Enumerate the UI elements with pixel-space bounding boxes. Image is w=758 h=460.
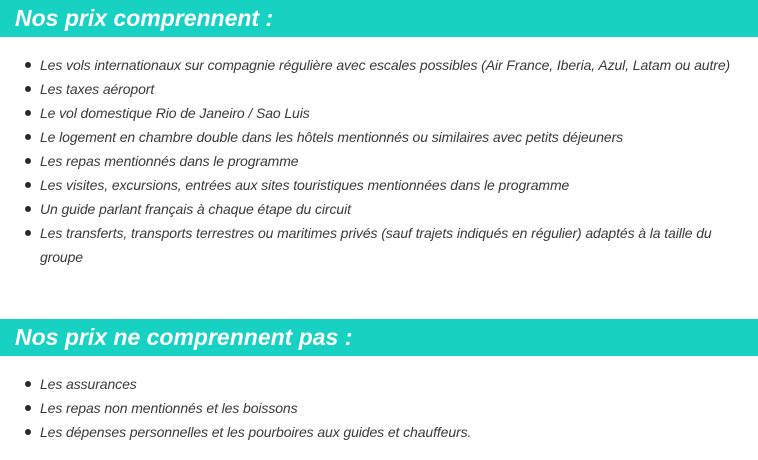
bullet-icon <box>25 182 31 188</box>
bullet-icon <box>25 230 31 236</box>
bullet-icon <box>25 381 31 387</box>
list-item <box>0 197 758 221</box>
bullet-icon <box>25 62 31 68</box>
list-item <box>0 149 758 173</box>
list-item-text: Les vols internationaux sur compagnie régulière avec escales possibles (Air France, Iberia, Azul, Latam ou autre) <box>40 57 731 73</box>
list-item-text: Les repas mentionnés dans le programme <box>40 153 299 169</box>
bullet-icon <box>25 405 31 411</box>
list-item <box>0 221 758 269</box>
list-item <box>0 173 758 197</box>
bullet-icon <box>25 86 31 92</box>
included-heading: Nos prix comprennent : <box>0 0 758 37</box>
included-list <box>0 53 758 269</box>
bullet-icon <box>25 134 31 140</box>
list-item-text: Un guide parlant français à chaque étape du circuit <box>40 201 351 217</box>
list-item-text: Le vol domestique Rio de Janeiro / Sao Luis <box>40 105 310 121</box>
bullet-icon <box>25 206 31 212</box>
list-item <box>0 125 758 149</box>
list-item <box>0 77 758 101</box>
excluded-heading: Nos prix ne comprennent pas : <box>0 319 758 356</box>
list-item-text: Les taxes aéroport <box>40 81 155 97</box>
list-item-text: Les repas non mentionnés et les boissons <box>40 400 298 416</box>
excluded-list <box>0 372 758 444</box>
list-item-text: Les visites, excursions, entrées aux sites touristiques mentionnées dans le programme <box>40 177 570 193</box>
bullet-icon <box>25 110 31 116</box>
list-item-text: Les transferts, transports terrestres ou maritimes privés (sauf trajets indiqués en régulier) adaptés à la taille du groupe <box>40 225 712 265</box>
list-item-text: Le logement en chambre double dans les hôtels mentionnés ou similaires avec petits déjeuners <box>40 129 624 145</box>
list-item-text: Les assurances <box>40 376 137 392</box>
bullet-icon <box>25 429 31 435</box>
list-item <box>0 396 758 420</box>
list-item <box>0 420 758 444</box>
excluded-section <box>0 319 758 440</box>
list-item <box>0 53 758 77</box>
list-item <box>0 101 758 125</box>
list-item-text: Les dépenses personnelles et les pourboires aux guides et chauffeurs. <box>40 424 472 440</box>
bullet-icon <box>25 158 31 164</box>
list-item <box>0 372 758 396</box>
